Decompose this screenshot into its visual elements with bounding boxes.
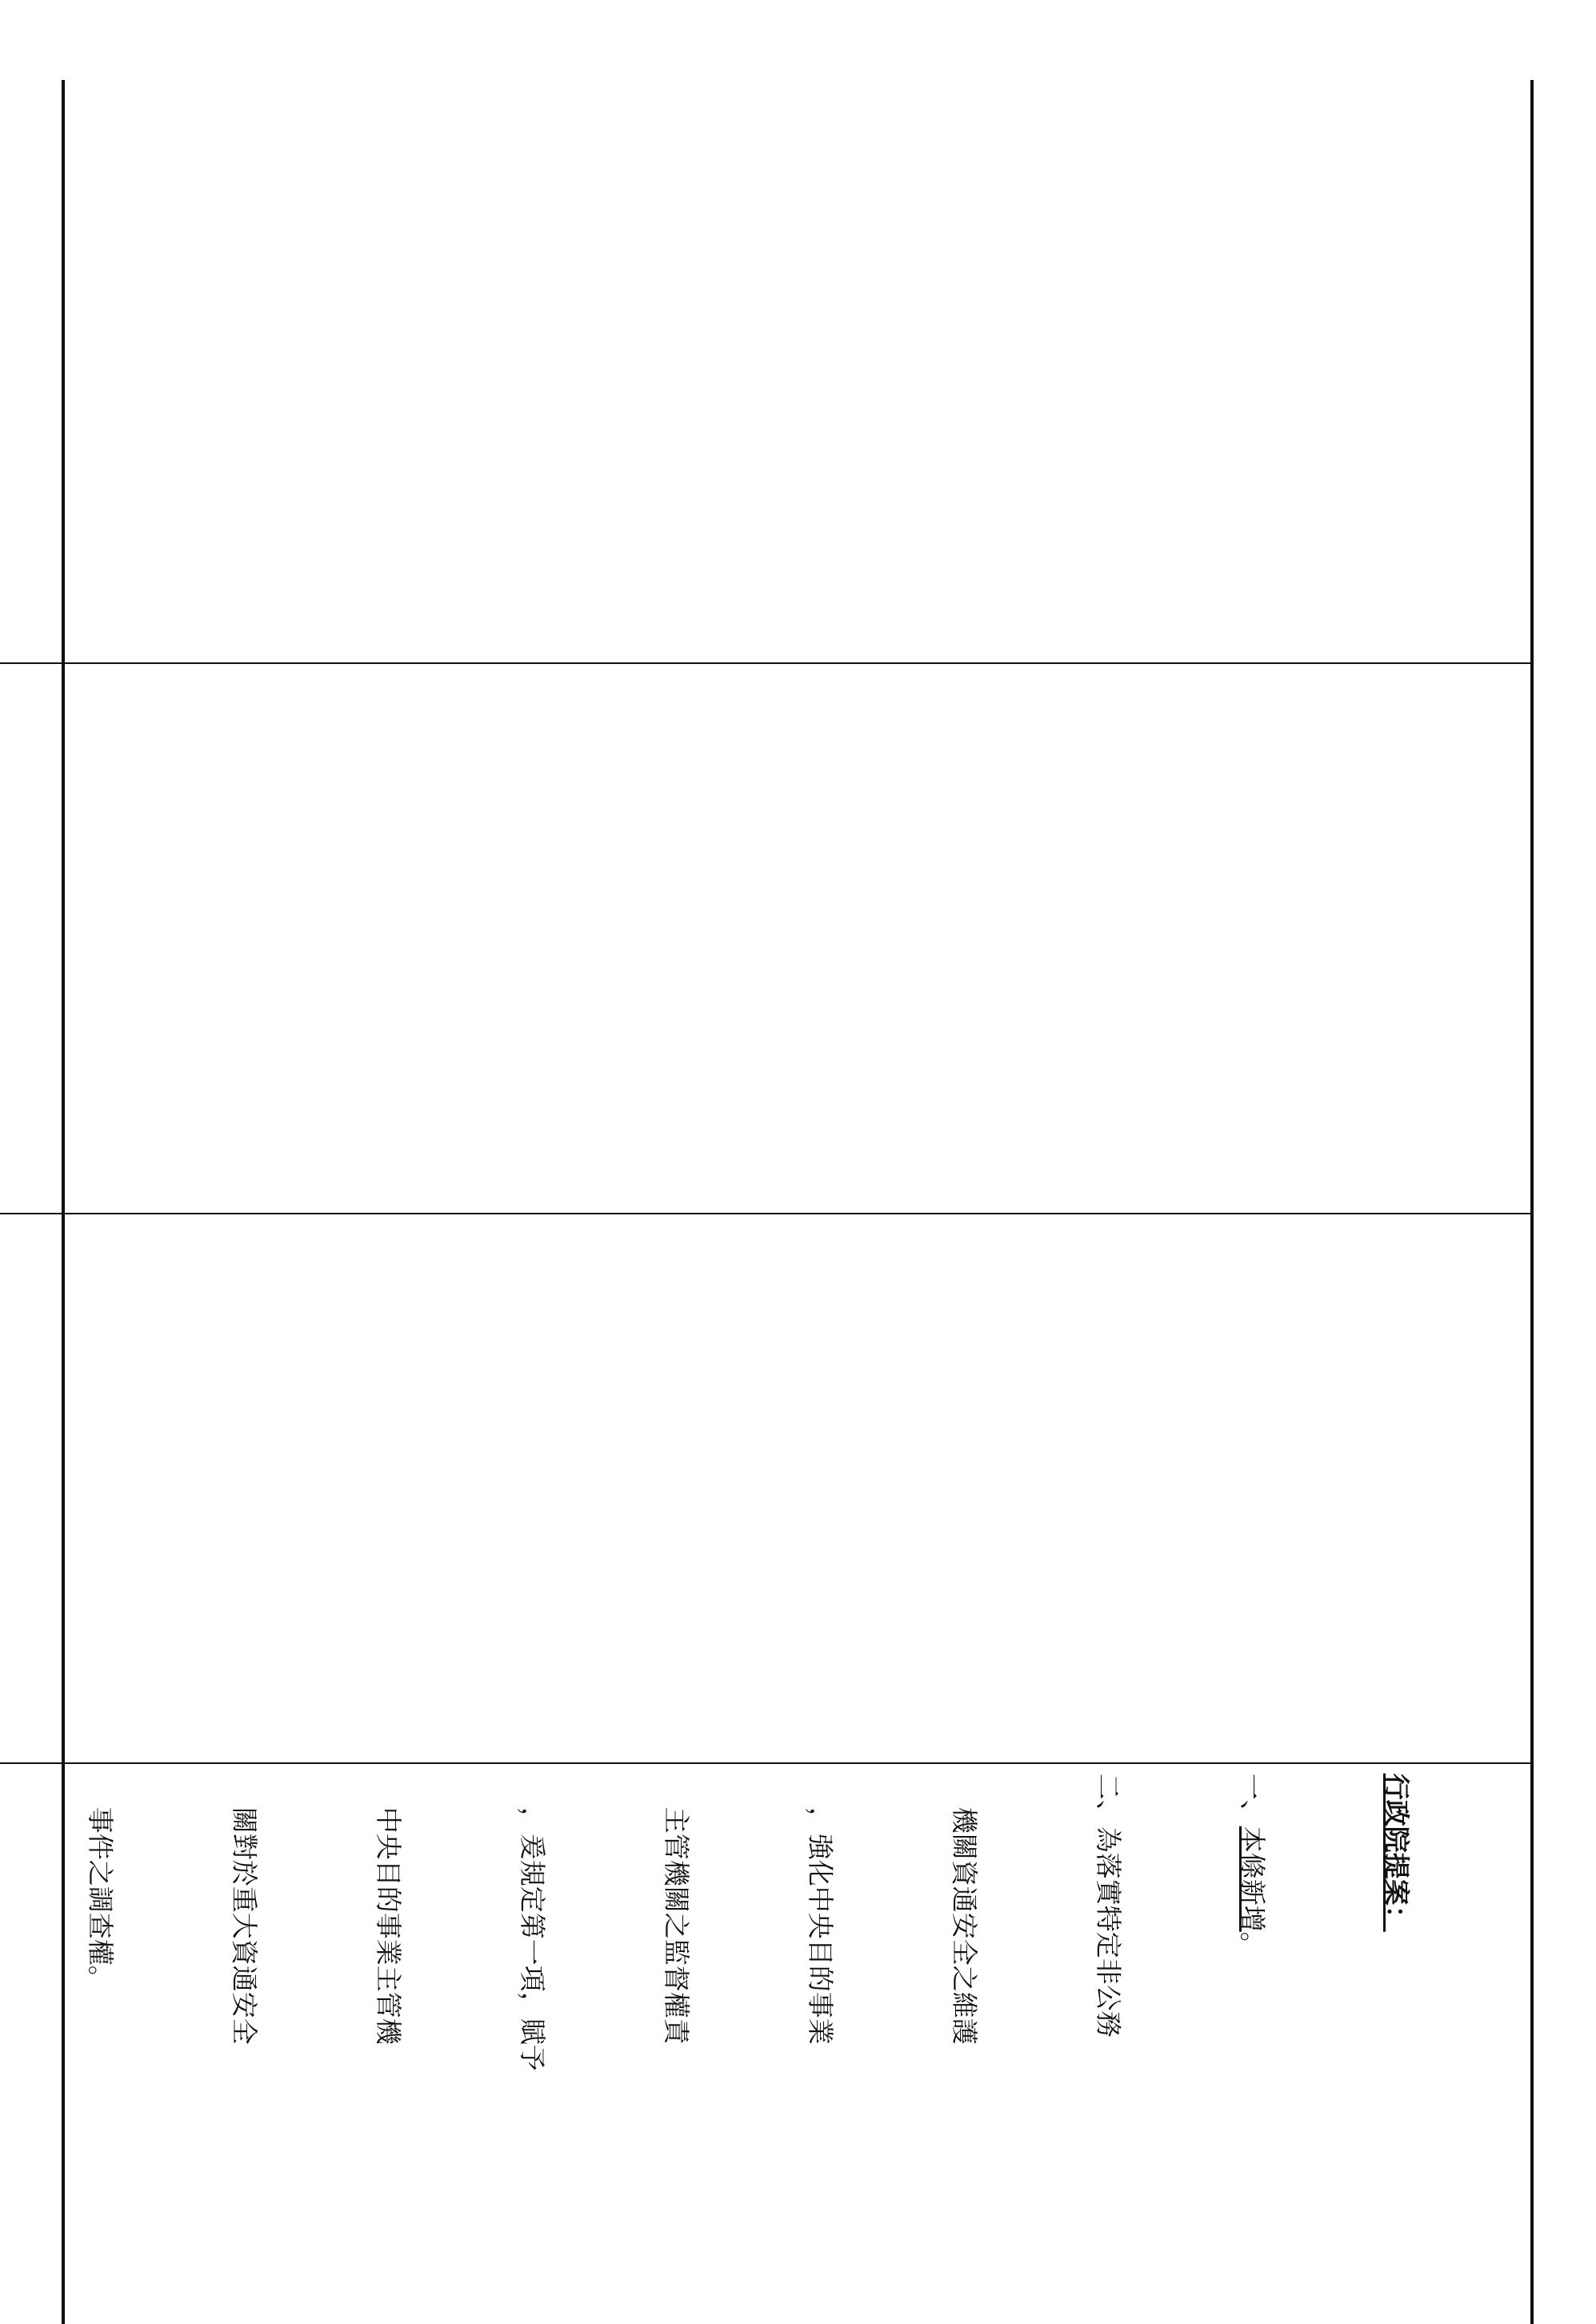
top-cell-3 (0, 1214, 1530, 1763)
executive-yuan-proposal-header: 行政院提案： (1381, 1773, 1412, 1932)
top-cell-4 (0, 1763, 1530, 2324)
text-line: 機關資通安全之維護 (949, 1773, 980, 2045)
text-line: 一、本條新增。 (1237, 1773, 1268, 1958)
text-line: ，強化中央目的事業 (805, 1773, 836, 2045)
text-line: 關對於重大資通安全 (229, 1773, 260, 2045)
comparison-table (62, 80, 1534, 2324)
text-line: 二、為落實特定非公務 (1093, 1773, 1124, 2038)
text-line: 主管機關之監督權責 (661, 1773, 692, 2045)
table-row-top (0, 80, 1530, 2324)
text-line: 事件之調查權。 (85, 1773, 116, 1992)
text-line: ，爰規定第一項，賦予 (517, 1773, 548, 2071)
underlined-text: 本條新增 (1237, 1826, 1268, 1932)
comparison-table-grid (0, 80, 1530, 2324)
text-line: 中央目的事業主管機 (373, 1773, 404, 2045)
top-cell-2 (0, 663, 1530, 1213)
top-cell-1 (0, 80, 1530, 663)
